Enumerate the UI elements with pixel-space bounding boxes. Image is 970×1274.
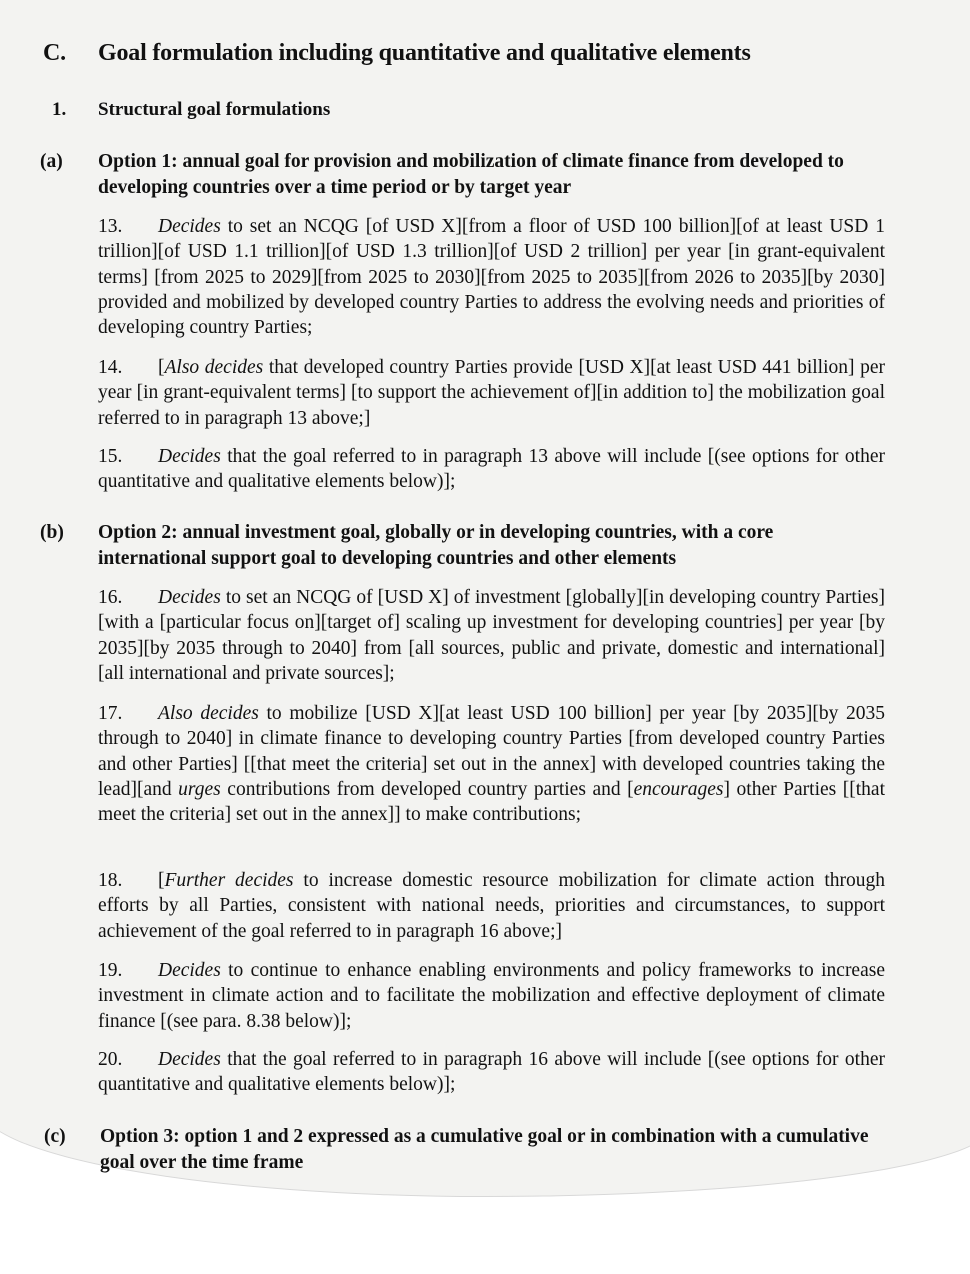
option-label: (b) [40, 522, 64, 543]
paragraph-20 [98, 1047, 885, 1098]
paragraph-number: 19. [98, 960, 123, 981]
paragraph-text: that developed country Parties provide [USD X][at least USD 441 billion] per year [in grant-equivalent terms] [to support the achievement of][in addition to] the mobilization goal referred to in paragraph 13 above;] [98, 357, 886, 429]
operative-verb: Decides [158, 216, 221, 237]
paragraph-number: 18. [98, 870, 123, 891]
paragraph-text: that the goal referred to in paragraph 13 above will include [(see options for other quantitative and qualitative elements below)]; [98, 446, 885, 493]
paragraph-text: to set an NCQG of [USD X] of investment [globally][in developing country Parties][with a [particular focus on][target of] scaling up investment for developing countries] per year [by 2035][by 2035 through to 2040] from [all sources, public and private, domestic and international][all international and private sources]; [98, 587, 885, 684]
section-number: C. [43, 40, 66, 66]
paragraph-text: ] other Parties [[that meet the criteria] set out in the annex]] to make contributions; [98, 778, 885, 826]
option-title: Option 1: annual goal for provision and mobilization of climate finance from developed to developing countries over a time period or by target year [98, 151, 844, 198]
bracket-open: [ [158, 357, 165, 378]
paragraph-number: 17. [98, 703, 123, 724]
operative-verb: Decides [158, 960, 221, 981]
paragraph-16 [98, 585, 885, 686]
operative-verb-encourages: encourages [633, 778, 724, 800]
operative-verb: Decides [158, 446, 221, 467]
paragraph-text: to continue to enhance enabling environments and policy frameworks to increase investment in climate action and to facilitate the mobilization and effective deployment of climate finance [(see para. 8.38 below)]; [98, 960, 885, 1032]
option-label: (a) [40, 151, 63, 172]
operative-verb: Decides [158, 587, 221, 608]
operative-verb-urges: urges [178, 778, 221, 800]
operative-verb: Decides [158, 1049, 221, 1070]
option-label: (c) [44, 1126, 66, 1147]
bracket-open: [ [158, 870, 165, 891]
paragraph-15 [98, 444, 885, 495]
paragraph-number: 13. [98, 216, 123, 237]
paragraph-number: 14. [98, 357, 123, 378]
paragraph-number: 20. [98, 1049, 123, 1070]
section-title: Goal formulation including quantitative and qualitative elements [98, 40, 751, 66]
paragraph-number: 15. [98, 446, 123, 467]
paragraph-17 [98, 701, 885, 827]
operative-verb: Further decides [164, 870, 294, 891]
paragraph-text: to increase domestic resource mobilization for climate action through efforts by all Parties, consistent with national needs, priorities and circumstances, to support achievement of the goal referred to in paragraph 16 above;] [98, 870, 885, 942]
option-title: Option 3: option 1 and 2 expressed as a cumulative goal or in combination with a cumulative goal over the time frame [100, 1126, 869, 1173]
subsection-number: 1. [52, 99, 67, 120]
paragraph-text: to mobilize [USD X][at least USD 100 billion] per year [by 2035][by 2035 through to 2040] in climate finance to developing country Parties [from developed country Parties and other Parties] [[that meet the criteria] set out in the annex] with developed countries taking the lead][and [98, 703, 886, 800]
operative-verb: Also decides [158, 703, 259, 724]
paragraph-18 [98, 868, 885, 944]
paragraph-text: contributions from developed country parties and [ [220, 778, 634, 800]
paragraph-19 [98, 958, 885, 1034]
subsection-title: Structural goal formulations [98, 99, 331, 120]
paragraph-13 [98, 214, 885, 340]
paragraph-number: 16. [98, 587, 123, 608]
option-title: Option 2: annual investment goal, globally or in developing countries, with a core international support goal to developing countries and other elements [98, 522, 774, 569]
paragraph-14 [98, 355, 885, 431]
operative-verb: Also decides [164, 357, 264, 378]
paragraph-text: to set an NCQG [of USD X][from a floor of USD 100 billion][of at least USD 1 trillion][of USD 1.1 trillion][of USD 1.3 trillion][of USD 2 trillion] per year [in grant-equivalent terms] [from 2025 to 2029][from 2025 to 2030][from 2025 to 2035][from 2026 to 2035][by 2030] provided and mobilized by developed country Parties to address the evolving needs and priorities of developing country Parties; [98, 216, 885, 339]
paragraph-text: that the goal referred to in paragraph 16 above will include [(see options for other quantitative and qualitative elements below)]; [98, 1049, 885, 1096]
